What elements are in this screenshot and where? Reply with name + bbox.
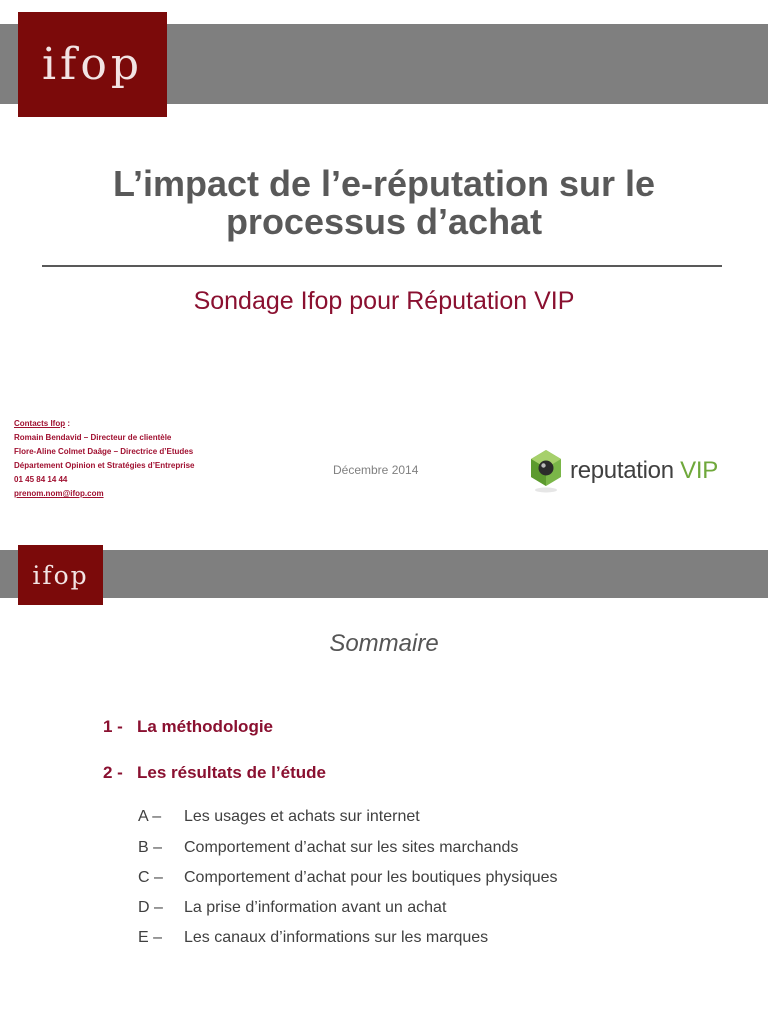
contacts-header: Contacts Ifop :	[14, 419, 70, 428]
contact-line: Romain Bendavid – Directeur de clientèle	[14, 433, 172, 442]
contacts-block	[14, 417, 194, 501]
title-divider	[42, 265, 722, 267]
subsection-a	[138, 808, 420, 826]
subsection-b	[138, 839, 518, 857]
subsection-label: Comportement d’achat pour les boutiques physiques	[184, 869, 558, 886]
title-line-1: L’impact de l’e-réputation sur le	[112, 163, 656, 204]
section-number: 1 -	[103, 717, 123, 736]
title-line-2: processus d’achat	[225, 201, 543, 242]
section-label: La méthodologie	[137, 717, 273, 736]
subsection-letter: C –	[138, 869, 163, 886]
contact-phone: 01 45 84 14 44	[14, 475, 68, 484]
subsection-d	[138, 899, 446, 917]
header-band-2	[0, 550, 768, 598]
ifop-logo	[18, 12, 167, 117]
section-1	[103, 717, 273, 737]
ifop-logo-small	[18, 545, 103, 605]
subsection-label: Comportement d’achat sur les sites marchands	[184, 839, 519, 856]
logo-text: ifop	[41, 39, 143, 90]
logo-text: ifop	[32, 560, 89, 590]
section-label: Les résultats de l’étude	[137, 763, 326, 782]
section-2	[103, 763, 326, 783]
subsection-letter: B –	[138, 839, 163, 856]
date-label: Décembre 2014	[333, 463, 419, 477]
reputation-vip-logo	[528, 448, 743, 494]
subsection-e	[138, 929, 488, 947]
contact-line: Département Opinion et Stratégies d’Entreprise	[14, 461, 195, 470]
subtitle: Sondage Ifop pour Réputation VIP	[193, 287, 575, 315]
subsection-letter: D –	[138, 899, 163, 916]
section-number: 2 -	[103, 763, 123, 782]
subsection-c	[138, 869, 558, 887]
cube-logo-icon	[528, 448, 564, 494]
page-title	[40, 165, 728, 241]
contacts-link[interactable]: Contacts Ifop	[14, 419, 66, 428]
sommaire-title: Sommaire	[329, 630, 439, 657]
partner-logo-text: reputation VIP	[570, 457, 718, 484]
subsection-label: Les usages et achats sur internet	[184, 808, 420, 825]
subsection-label: La prise d’information avant un achat	[184, 899, 447, 916]
contact-email-link[interactable]: prenom.nom@ifop.com	[14, 489, 104, 498]
contact-line: Flore-Aline Colmet Daâge – Directrice d’Etudes	[14, 447, 194, 456]
subsection-label: Les canaux d’informations sur les marques	[184, 929, 489, 946]
subsection-letter: E –	[138, 929, 163, 946]
subsection-letter: A –	[138, 808, 162, 825]
